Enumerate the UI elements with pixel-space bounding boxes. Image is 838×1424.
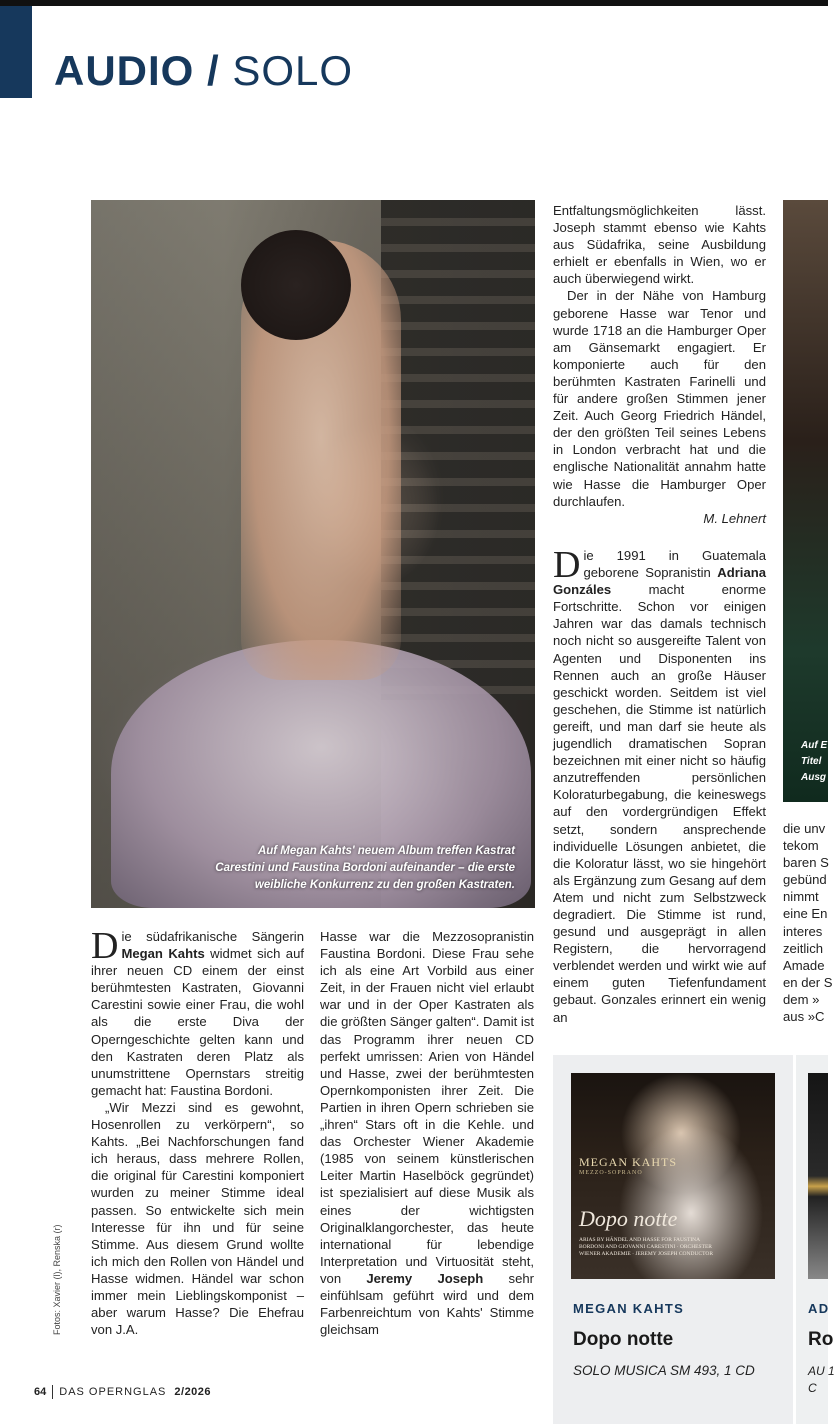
photo-hair xyxy=(241,230,351,340)
cover-artist: MEGAN KAHTS xyxy=(579,1155,677,1169)
artist-name: Megan Kahts xyxy=(121,946,205,962)
article-text: macht enorme Fortschritte. Schon vor einigen Jahren war das damals technisch noch nicht so ausgereifte Talent von Agenten und Disponenten ins Rennen auch an große Häuser geschickt worden. Seitdem ist viel geschehen, die Stimme ist natürlich gereift, und man darf sie heute als jugendlich dramatischen Sopran bezeichnen mit einer nicht so häufig anzutreffenden persönlichen Koloraturbegabung, die keineswegs auf den vordergründigen Effekt setzt, sondern ansprechende individuelle Lösungen anbietet, die die Koloratur lässt, wo sie hingehört als Ergänzung zum Gesang auf dem Atem und nicht zum Selbstzweck degradiert. Die Stimme ist rund, gesund und ausgeprägt in allen Registern, die hervorragend verblendet werden und wirkt wie auf einem guten Tiefenfundament gebaut. Gonzales erinnert ein wenig an xyxy=(553,582,766,1025)
footer-divider xyxy=(52,1385,53,1399)
cover-details: ARIAS BY HÄNDEL AND HASSE FOR FAUSTINA BORDONI AND GIOVANNI CARESTINI · ORCHESTER WIENER AKADEMIE · JEREMY JOSEPH CONDUCTOR xyxy=(579,1237,713,1257)
magazine-name: DAS OPERNGLAS xyxy=(59,1385,167,1398)
photo-credit: Fotos: Xavier (l), Renska (r) xyxy=(52,1224,62,1335)
fragment-line: tekom xyxy=(783,838,819,854)
article2-paragraph xyxy=(553,544,766,1026)
fragment-line: Amade xyxy=(783,957,825,973)
fragment-line: interes xyxy=(783,923,823,939)
page-number: 64 xyxy=(34,1385,47,1398)
author-signature: M. Lehnert xyxy=(703,510,766,526)
artist-name: Adriana Gonzáles xyxy=(553,565,766,598)
article1-column-2 xyxy=(320,928,534,1338)
fragment-line: gebünd xyxy=(783,872,827,888)
cover-title: Dopo notte xyxy=(579,1206,678,1231)
right-photo-caption xyxy=(801,738,827,786)
right-caption-line: Titel xyxy=(801,756,822,767)
product-card xyxy=(553,1055,793,1424)
drop-cap: D xyxy=(553,544,581,586)
cover-subtitle: MEZZO-SOPRANO xyxy=(579,1170,643,1176)
product-title: Ro xyxy=(808,1329,834,1350)
photo-caption: Auf Megan Kahts' neuem Album treffen Kastrat Carestini und Faustina Bordoni aufeinander – die erste weibliche Konkurrenz zu den großen Kastraten. xyxy=(215,845,515,891)
article1-paragraph xyxy=(91,925,304,1099)
fragment-line: nimmt xyxy=(783,889,819,905)
article1-paragraph: Entfaltungsmöglichkeiten lässt. Joseph stammt ebenso wie Kahts aus Südafrika, seine Ausbildung erhielt er ebenfalls in Wien, wo er auch überwiegend wirkt. xyxy=(553,203,766,287)
article1-paragraph: „Wir Mezzi sind es gewohnt, Hosenrollen zu verkörpern“, so Kahts. „Bei Nachforschungen fand ich heraus, dass mehrere Rollen, die original für Carestini komponiert wurden zu meiner Stimme ideal passen. So entwickelte sich mein Interesse für ihn und für seine Stimme. Aus diesem Grund wollte ich mich den Rollen von Händel und Hasse widmen. Händel war schon immer mein Lieblingskomponist – aber warum Hasse? Die Ehefrau von J.A. xyxy=(91,1099,304,1338)
fragment-line: eine En xyxy=(783,906,828,922)
product-artist: MEGAN KAHTS xyxy=(573,1301,685,1316)
album-cover xyxy=(808,1073,828,1279)
fragment-line: zeitlich xyxy=(783,940,824,956)
article1-paragraph: Der in der Nähe von Hamburg geborene Hasse war Tenor und wurde 1718 an die Hamburger Oper am Gänsemarkt engagiert. Er komponierte auch für den berühmten Kastraten Farinelli und für andere großen Stimmen jener Zeit. Auch Georg Friedrich Händel, der den größten Teil seines Lebens in London verbracht hat und die englische Nationalität annahm hatte wie Hasse die Hamburger Oper durchlaufen. xyxy=(553,288,766,509)
section-title-light: SOLO xyxy=(232,47,354,94)
photo-window xyxy=(381,200,535,700)
product-artist: AD xyxy=(808,1301,830,1316)
right-caption-line: Auf E xyxy=(801,740,828,751)
article3-fragment xyxy=(783,820,833,1025)
conductor-name: Jeremy Joseph xyxy=(366,1270,484,1286)
product-label: SOLO MUSICA SM 493, 1 CD xyxy=(573,1363,755,1378)
article-text: ie 1991 in Guatemala geborene Sopranistin xyxy=(583,548,766,581)
drop-cap: D xyxy=(91,925,119,967)
section-marker xyxy=(0,6,32,98)
article-text: widmet sich auf ihrer neuen CD einem der einst berühmtesten Kastraten, Giovanni Carestini sowie einer Frau, die wohl als die erste Diva der Operngeschichte gelten kann und den Kastraten deren Platz als unumstrittene Opernstars streitig gemacht hat: Faustina Bordoni. xyxy=(91,946,304,1098)
right-photo xyxy=(783,200,828,802)
top-rule xyxy=(0,0,828,6)
fragment-line: die unv xyxy=(783,821,826,836)
page-footer xyxy=(34,1385,211,1399)
product-title: Dopo notte xyxy=(573,1329,674,1350)
product-label: AU 1 C xyxy=(808,1364,835,1395)
fragment-line: dem » xyxy=(783,991,820,1007)
article1-column-3 xyxy=(553,202,766,527)
article-text: Hasse war die Mezzosopranistin Faustina Bordoni. Diese Frau sehe ich als eine Art Vorbild aus einer Zeit, in der Frauen nicht viel erlaubt war und in der Oper Kastraten als die größten Sänger galten“. Damit ist das Programm ihrer neuen CD perfekt umrissen: Arien von Händel und Hasse, zwei der berühmtesten Opernkomponisten ihrer Zeit. Die Partien in ihren Opern schrieben sie „ihren“ Stars oft in die Kehle. und das Orchester Wiener Akademie (1985 von seinem künstlerischen Leiter Martin Haselböck gegründet) ist spezialisiert auf diese Musik als eines der wichtigsten Originalklangorchester, das heute international für lebendige Interpretation und Virtuosität steht, von xyxy=(320,929,534,1286)
album-cover xyxy=(571,1073,775,1279)
article-text: sehr einfühlsam geführt wird und dem Farbenreichtum von Kahts' Stimme gleichsam xyxy=(320,1270,534,1338)
issue-number: 2/2026 xyxy=(174,1385,212,1398)
fragment-line: baren S xyxy=(783,855,829,871)
fragment-line: en der S xyxy=(783,974,833,990)
article2-column xyxy=(553,544,766,1026)
right-caption-line: Ausg xyxy=(801,772,826,783)
main-photo xyxy=(91,200,535,908)
article1-column-1 xyxy=(91,925,304,1338)
product-card xyxy=(796,1055,835,1424)
fragment-line: aus »C xyxy=(783,1009,825,1025)
section-title xyxy=(54,46,353,96)
section-title-bold: AUDIO / xyxy=(54,47,220,94)
article-text: ie südafrikanische Sängerin xyxy=(121,929,304,944)
article1-paragraph xyxy=(320,928,534,1338)
